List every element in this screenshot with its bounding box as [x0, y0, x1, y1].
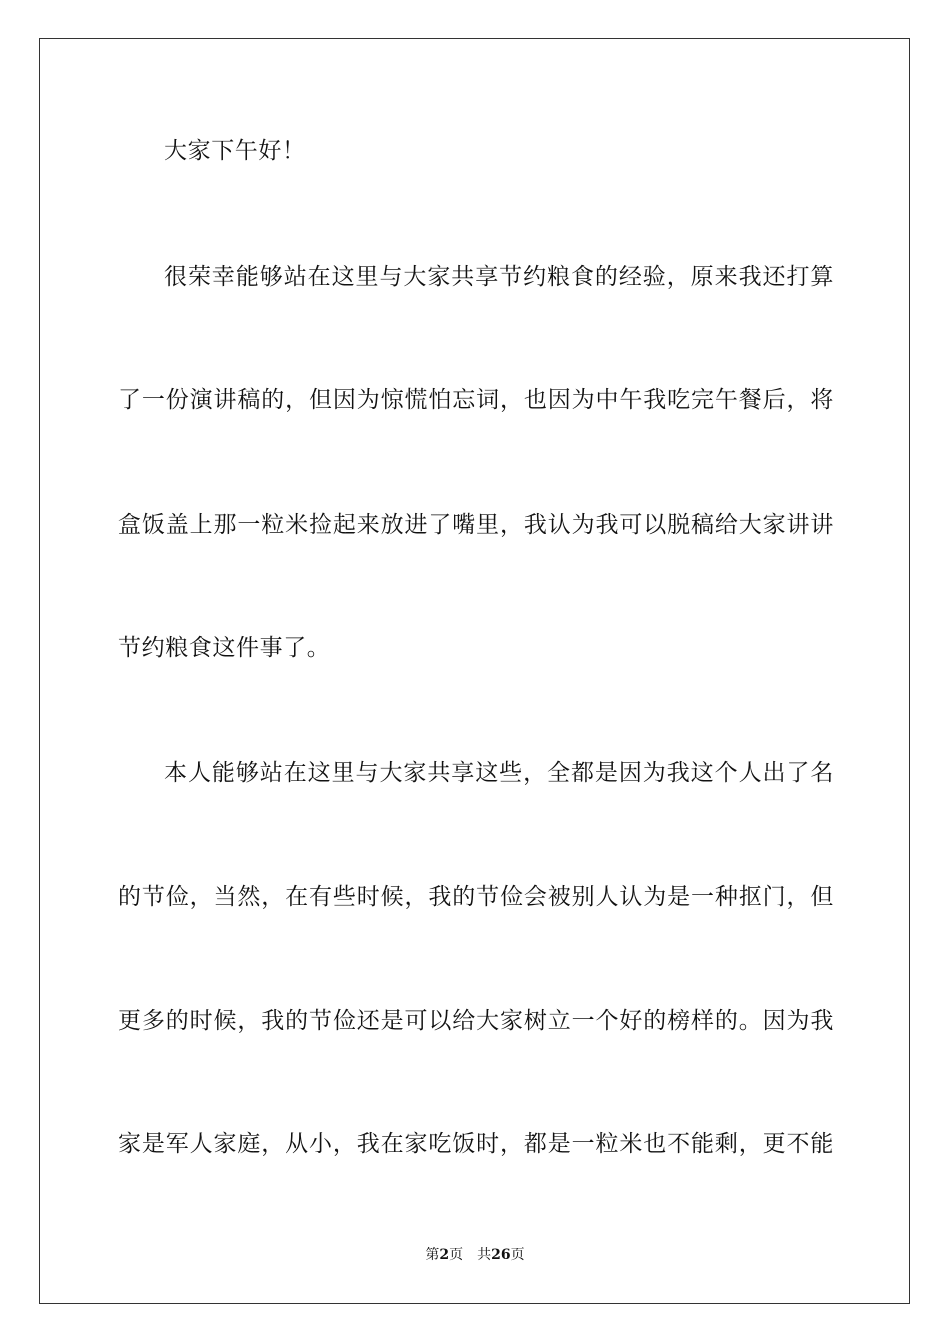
page-border	[39, 38, 910, 1304]
paragraph-1-line-1: 很荣幸能够站在这里与大家共享节约粮食的经验，原来我还打算	[164, 264, 834, 290]
footer-total-pages: 26	[491, 1247, 511, 1263]
paragraph-1-line-3: 盒饭盖上那一粒米捡起来放进了嘴里，我认为我可以脱稿给大家讲讲	[118, 512, 834, 538]
greeting-line: 大家下午好！	[164, 138, 306, 164]
paragraph-2-line-2: 的节俭，当然，在有些时候，我的节俭会被别人认为是一种抠门，但	[118, 884, 834, 910]
page-footer	[0, 1246, 950, 1264]
paragraph-1-line-4: 节约粮食这件事了。	[118, 635, 331, 661]
paragraph-2-line-4: 家是军人家庭，从小，我在家吃饭时，都是一粒米也不能剩，更不能	[118, 1131, 834, 1157]
paragraph-2-line-1: 本人能够站在这里与大家共享这些，全都是因为我这个人出了名	[164, 760, 834, 786]
footer-page-prefix: 第	[425, 1247, 440, 1263]
footer-total-prefix: 共	[477, 1247, 492, 1263]
paragraph-1-line-2: 了一份演讲稿的，但因为惊慌怕忘词，也因为中午我吃完午餐后，将	[118, 387, 834, 413]
footer-page-suffix: 页	[449, 1247, 464, 1263]
footer-total-suffix: 页	[510, 1247, 525, 1263]
footer-page-number: 2	[439, 1247, 450, 1263]
paragraph-2-line-3: 更多的时候，我的节俭还是可以给大家树立一个好的榜样的。因为我	[118, 1008, 834, 1034]
